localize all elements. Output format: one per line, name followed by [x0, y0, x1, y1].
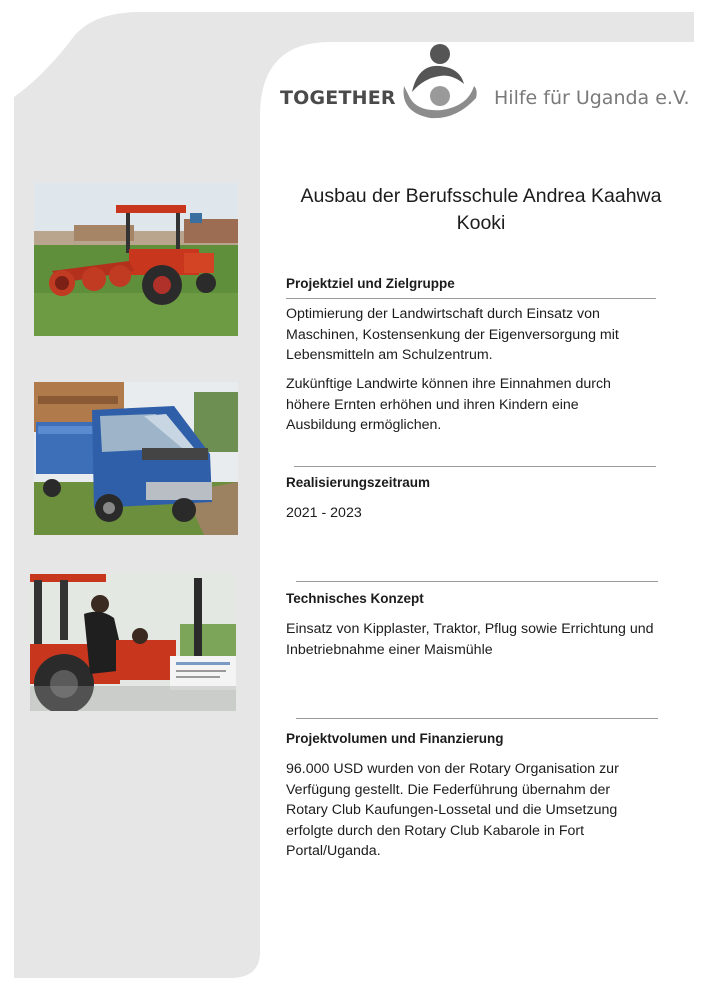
goal-paragraph-1: Optimierung der Landwirtschaft durch Einsatz von Maschinen, Kostensenkung der Eigenversorgung mit Lebensmitteln am Schulzentrum.	[286, 306, 619, 363]
funding-divider	[296, 718, 658, 719]
period-divider	[294, 466, 656, 467]
title-line-1: Ausbau der Berufsschule Andrea Kaahwa	[300, 185, 662, 207]
period-heading: Realisierungszeitraum	[286, 475, 431, 490]
logo-hilfe-text: Hilfe für Uganda e.V.	[494, 87, 690, 109]
concept-heading: Technisches Konzept	[286, 591, 424, 606]
goal-heading: Projektziel und Zielgruppe	[286, 276, 455, 291]
page-title	[286, 183, 676, 237]
logo-together-text: TOGETHER	[280, 87, 396, 109]
funding-text: 96.000 USD wurden von der Rotary Organisation zur Verfügung gestellt. Die Federführung übernahm der Rotary Club Kaufungen-Lossetal und die Umsetzung erfolgte durch den Rotary Club Kabarole in Fort Portal/Uganda.	[286, 761, 619, 859]
organization-logo	[278, 40, 690, 122]
concept-text: Einsatz von Kipplaster, Traktor, Pflug sowie Errichtung und Inbetriebnahme einer Maismühle	[286, 621, 654, 658]
title-line-2: Kooki	[456, 212, 506, 234]
period-text: 2021 - 2023	[286, 505, 362, 521]
funding-heading: Projektvolumen und Finanzierung	[286, 731, 504, 746]
goal-paragraph-2: Zukünftige Landwirte können ihre Einnahmen durch höhere Ernten erhöhen und ihren Kindern eine Ausbildung ermöglichen.	[286, 376, 611, 433]
tractor-plough-photo	[34, 183, 238, 336]
goal-divider	[286, 298, 656, 299]
tipper-truck-photo	[34, 382, 238, 535]
concept-divider	[296, 581, 658, 582]
family-embrace-icon	[390, 40, 486, 122]
tractor-handover-photo	[30, 574, 236, 711]
